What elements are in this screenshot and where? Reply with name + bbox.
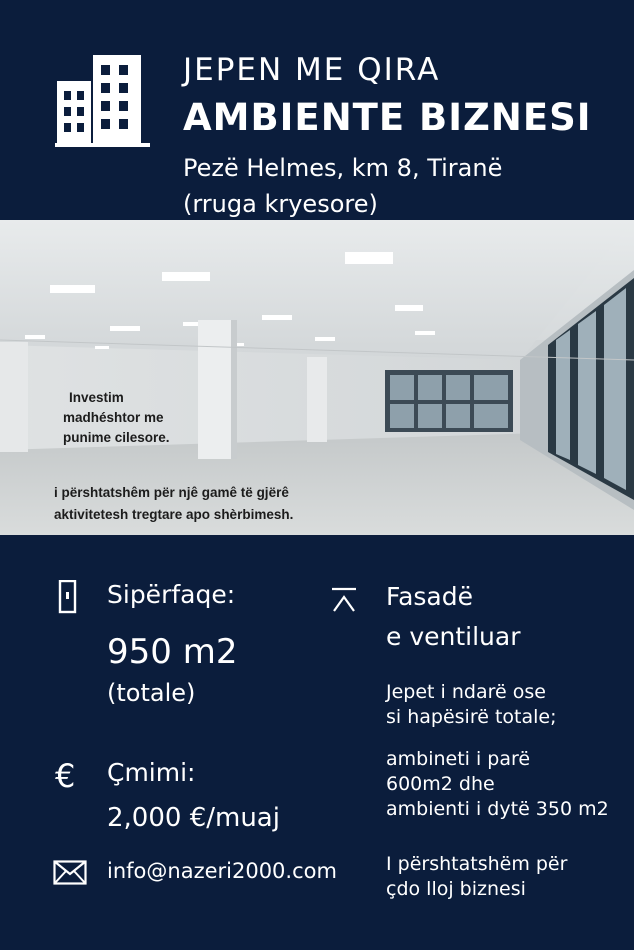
desc-line: 600m2 dhe — [386, 773, 495, 795]
desc-line: si hapësirë totale; — [386, 706, 557, 728]
interior-photo — [0, 220, 634, 535]
header — [0, 0, 634, 220]
desc-line: ambineti i parë — [386, 748, 531, 770]
caption-line: punime cilesore. — [63, 430, 170, 445]
surface-label: Sipërfaqe: — [107, 580, 236, 609]
caption-line: aktivitetesh tregtare apo shèrbimesh. — [54, 507, 294, 522]
door-icon — [58, 580, 78, 614]
photo-caption-top — [63, 388, 203, 448]
desc-line: Jepet i ndarë ose — [386, 681, 546, 703]
desc-line: ambienti i dytë 350 m2 — [386, 798, 609, 820]
euro-icon: € — [55, 757, 76, 795]
caption-line: madhéshtor me — [63, 410, 164, 425]
price-label: Çmimi: — [107, 758, 196, 787]
details-section — [0, 535, 634, 950]
address-line: Pezë Helmes, km 8, Tiranë — [183, 154, 503, 182]
facade-desc-split — [386, 680, 557, 730]
caption-line: Investim — [69, 390, 124, 405]
headline-main: AMBIENTE BIZNESI — [183, 96, 592, 139]
facade-title-line: e ventiluar — [386, 622, 521, 651]
building-icon — [55, 55, 150, 147]
price-value: 2,000 €/muaj — [107, 803, 280, 833]
address — [183, 150, 613, 222]
facade-desc-areas — [386, 747, 609, 822]
headline-small: JEPEN ME QIRA — [183, 52, 441, 88]
surface-note: (totale) — [107, 679, 196, 707]
facade-title — [386, 577, 521, 657]
caption-line: i përshtatshêm për njê gamê të gjërê — [54, 485, 289, 500]
facade-desc-suitable — [386, 852, 567, 902]
contact-email[interactable]: info@nazeri2000.com — [107, 859, 337, 883]
desc-line: I përshtatshëm për — [386, 853, 568, 875]
address-note: (rruga kryesore) — [183, 190, 378, 218]
desc-line: çdo lloj biznesi — [386, 878, 526, 900]
surface-value: 950 m2 — [107, 632, 238, 672]
photo-caption-bottom — [54, 482, 384, 526]
facade-title-line: Fasadë — [386, 582, 473, 611]
facade-icon — [331, 587, 357, 613]
envelope-icon — [53, 860, 87, 885]
